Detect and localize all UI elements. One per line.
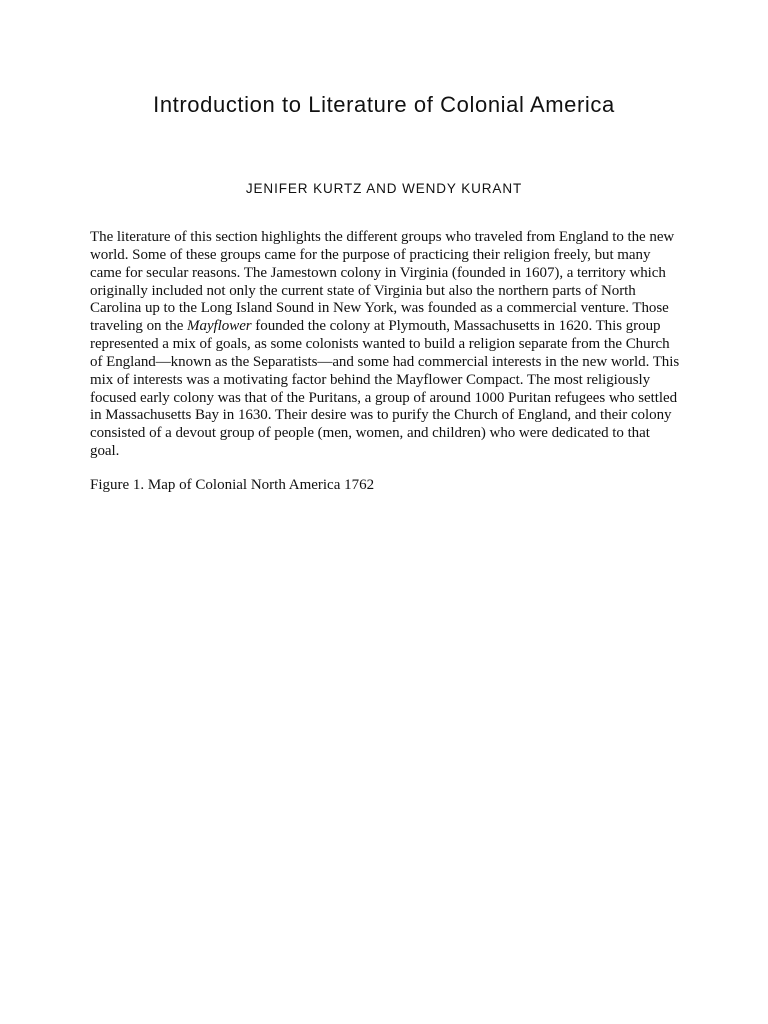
ship-name-italic: Mayflower — [187, 318, 252, 335]
paragraph-text-part1: The literature of this section highlights the different groups who traveled from England to the new world. Some of these groups came for the purpose of practicing their religion freely, but many came for secular reasons. The Jamestown colony in Virginia (founded in 1607), a territory which originally included not only the current state of Virginia but also the northern parts of North Carolina up to the Long Island Sound in New York, was founded as a commercial venture. Those traveling on the — [90, 229, 675, 335]
figure-caption: Figure 1. Map of Colonial North America 1762 — [90, 477, 375, 493]
intro-paragraph — [90, 229, 682, 461]
author-byline: JENIFER KURTZ AND WENDY KURANT — [245, 181, 523, 196]
paragraph-text-part2: founded the colony at Plymouth, Massachusetts in 1620. This group represented a mix of goals, as some colonists wanted to build a religion separate from the Church of England—known as the Separatists—and some had commercial interests in the new world. This mix of interests was a motivating factor behind the Mayflower Compact. The most religiously focused early colony was that of the Puritans, a group of around 1000 Puritan refugees who settled in Massachusetts Bay in 1630. Their desire was to purify the Church of England, and their colony consisted of a devout group of people (men, women, and children) who were dedicated to that goal. — [90, 318, 680, 460]
page-title: Introduction to Literature of Colonial America — [153, 92, 615, 117]
